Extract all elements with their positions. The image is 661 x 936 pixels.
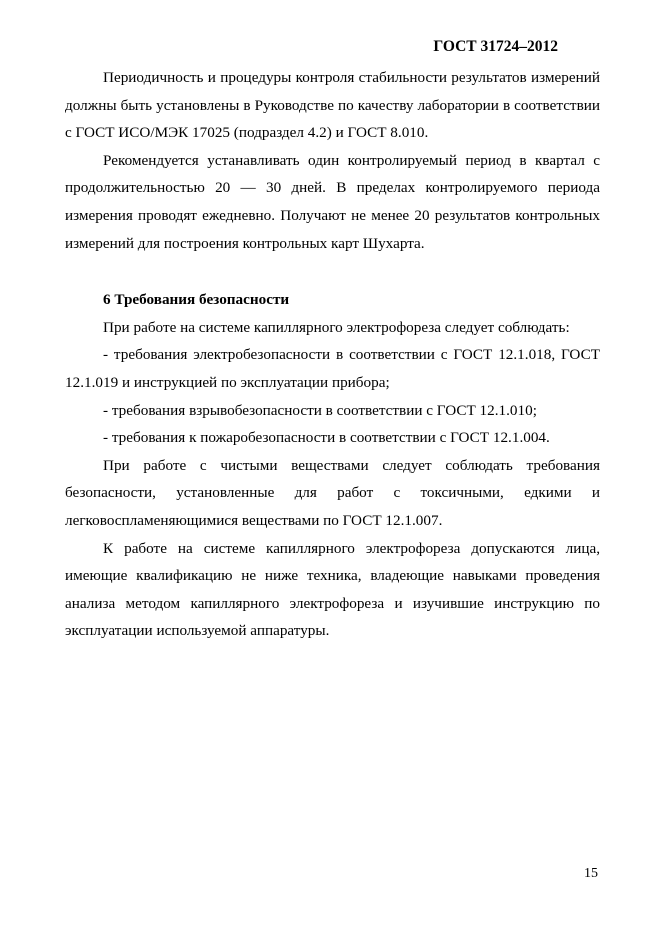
paragraph-control-period: Рекомендуется устанавливать один контролируемый период в квартал с продолжительностью 20 — 30 дней. В пределах контролируемого периода измерения проводят ежедневно. Получают не менее 20 результатов контрольных измерений для построения контрольных карт Шухарта. bbox=[65, 151, 600, 252]
paragraph-chemicals: При работе с чистыми веществами следует соблюдать требования безопасности, установленные для работ с токсичными, едкими и легковоспламеняющимися веществами по ГОСТ 12.1.007. bbox=[65, 456, 600, 529]
section-intro: При работе на системе капиллярного электрофореза следует соблюдать: bbox=[103, 318, 570, 336]
paragraph-personnel: К работе на системе капиллярного электрофореза допускаются лица, имеющие квалификацию не ниже техника, владеющие навыками проведения анализа методом капиллярного электрофореза и изучившие инструкцию по эксплуатации используемой аппаратуры. bbox=[65, 539, 600, 640]
paragraph-stability-control: Периодичность и процедуры контроля стабильности результатов измерений должны быть установлены в Руководстве по качеству лаборатории в соответствии с ГОСТ ИСО/МЭК 17025 (подраздел 4.2) и ГОСТ 8.010. bbox=[65, 69, 600, 142]
standard-header: ГОСТ 31724–2012 bbox=[433, 38, 558, 55]
page-content bbox=[65, 64, 600, 645]
requirement-item-electrical: - требования электробезопасности в соответствии с ГОСТ 12.1.018, ГОСТ 12.1.019 и инструкцией по эксплуатации прибора; bbox=[65, 346, 600, 391]
requirement-item-explosion: - требования взрывобезопасности в соответствии с ГОСТ 12.1.010; bbox=[103, 401, 537, 419]
section-title: 6 Требования безопасности bbox=[103, 291, 290, 309]
requirement-item-fire: - требования к пожаробезопасности в соответствии с ГОСТ 12.1.004. bbox=[103, 429, 550, 447]
page-number: 15 bbox=[584, 866, 598, 881]
